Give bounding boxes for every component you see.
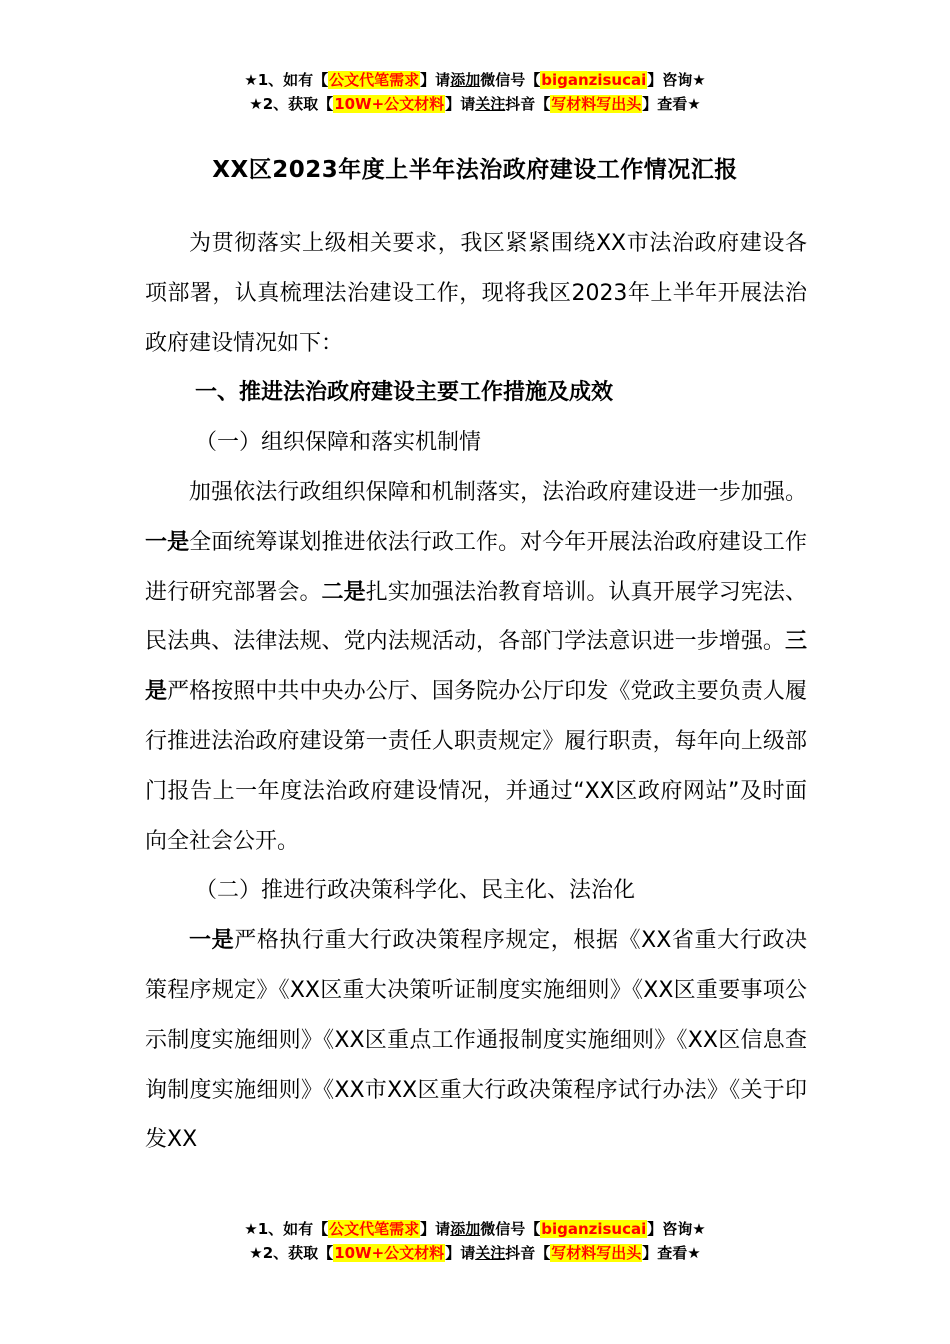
banner-highlight: 公文代笔需求 bbox=[329, 71, 420, 89]
banner-text: 】咨询★ bbox=[647, 1220, 706, 1238]
banner-underline: 关注 bbox=[475, 95, 506, 113]
paragraph-text: 扎实加强法治教育培训。认真开展学习宪法、民法典、法律法规、党内法规活动，各部门学法意识进一步增强。 bbox=[145, 579, 807, 655]
paragraph-text: 严格按照中共中央办公厅、国务院办公厅印发《党政主要负责人履行推进法治政府建设第一责任人职责规定》履行职责，每年向上级部门报告上一年度法治政府建设情况，并通过“XX区政府网站”及时面向全社会公开。 bbox=[145, 679, 807, 854]
banner-highlight: 公文代笔需求 bbox=[329, 1220, 420, 1238]
bold-keyword: 一是 bbox=[189, 928, 235, 954]
banner-text: 微信号【 bbox=[480, 71, 541, 89]
banner-text: ★2、获取【 bbox=[249, 95, 334, 113]
subsection-1-heading: （一）组织保障和落实机制情 bbox=[195, 430, 482, 456]
douyin-account: 写材料写出头 bbox=[551, 95, 642, 113]
subsection-1-paragraph bbox=[145, 468, 807, 866]
banner-text: 】请 bbox=[445, 1244, 476, 1262]
banner-line-2 bbox=[0, 92, 950, 116]
intro-paragraph: 为贯彻落实上级相关要求，我区紧紧围绕XX市法治政府建设各项部署，认真梳理法治建设工作，现将我区2023年上半年开展法治政府建设情况如下： bbox=[145, 231, 807, 356]
banner-text: ★1、如有【 bbox=[244, 71, 329, 89]
banner-text: 】请 bbox=[420, 1220, 451, 1238]
douyin-account: 写材料写出头 bbox=[551, 1244, 642, 1262]
bold-keyword: 三是 bbox=[145, 629, 807, 705]
banner-highlight: 10W+公文材料 bbox=[334, 95, 445, 113]
banner-underline: 添加 bbox=[450, 1220, 481, 1238]
document-body bbox=[145, 219, 807, 1165]
section-1-heading: 一、推进法治政府建设主要工作措施及成效 bbox=[195, 380, 614, 406]
banner-underline: 添加 bbox=[450, 71, 481, 89]
banner-text: ★2、获取【 bbox=[249, 1244, 334, 1262]
paragraph-text: 全面统筹谋划推进依法行政工作。对今年开展法治政府建设工作进行研究部署会。 bbox=[145, 529, 807, 605]
document-title: XX区2023年度上半年法治政府建设工作情况汇报 bbox=[212, 157, 738, 183]
banner-text: 】查看★ bbox=[642, 1244, 701, 1262]
bottom-banner bbox=[0, 1217, 950, 1265]
banner-line-2 bbox=[0, 1241, 950, 1265]
banner-text: ★1、如有【 bbox=[244, 1220, 329, 1238]
banner-text: 】请 bbox=[445, 95, 476, 113]
wechat-id: biganzisucai bbox=[541, 71, 647, 89]
subsection-2-heading: （二）推进行政决策科学化、民主化、法治化 bbox=[195, 878, 636, 904]
banner-line-1 bbox=[0, 1217, 950, 1241]
banner-text: 微信号【 bbox=[480, 1220, 541, 1238]
banner-highlight: 10W+公文材料 bbox=[334, 1244, 445, 1262]
subsection-2-paragraph bbox=[145, 916, 807, 1165]
paragraph-text: 加强依法行政组织保障和机制落实，法治政府建设进一步加强。 bbox=[189, 479, 807, 505]
banner-underline: 关注 bbox=[475, 1244, 506, 1262]
bold-keyword: 一是 bbox=[145, 529, 190, 555]
banner-text: 】请 bbox=[420, 71, 451, 89]
bold-keyword: 二是 bbox=[321, 579, 366, 605]
banner-text: 抖音【 bbox=[505, 95, 551, 113]
banner-text: 抖音【 bbox=[505, 1244, 551, 1262]
banner-line-1 bbox=[0, 68, 950, 92]
wechat-id: biganzisucai bbox=[541, 1220, 647, 1238]
banner-text: 】查看★ bbox=[642, 95, 701, 113]
top-banner bbox=[0, 68, 950, 116]
paragraph-text: 严格执行重大行政决策程序规定，根据《XX省重大行政决策程序规定》《XX区重大决策听证制度实施细则》《XX区重要事项公示制度实施细则》《XX区重点工作通报制度实施细则》《XX区信息查询制度实施细则》《XX市XX区重大行政决策程序试行办法》《关于印发XX bbox=[145, 928, 807, 1153]
banner-text: 】咨询★ bbox=[647, 71, 706, 89]
